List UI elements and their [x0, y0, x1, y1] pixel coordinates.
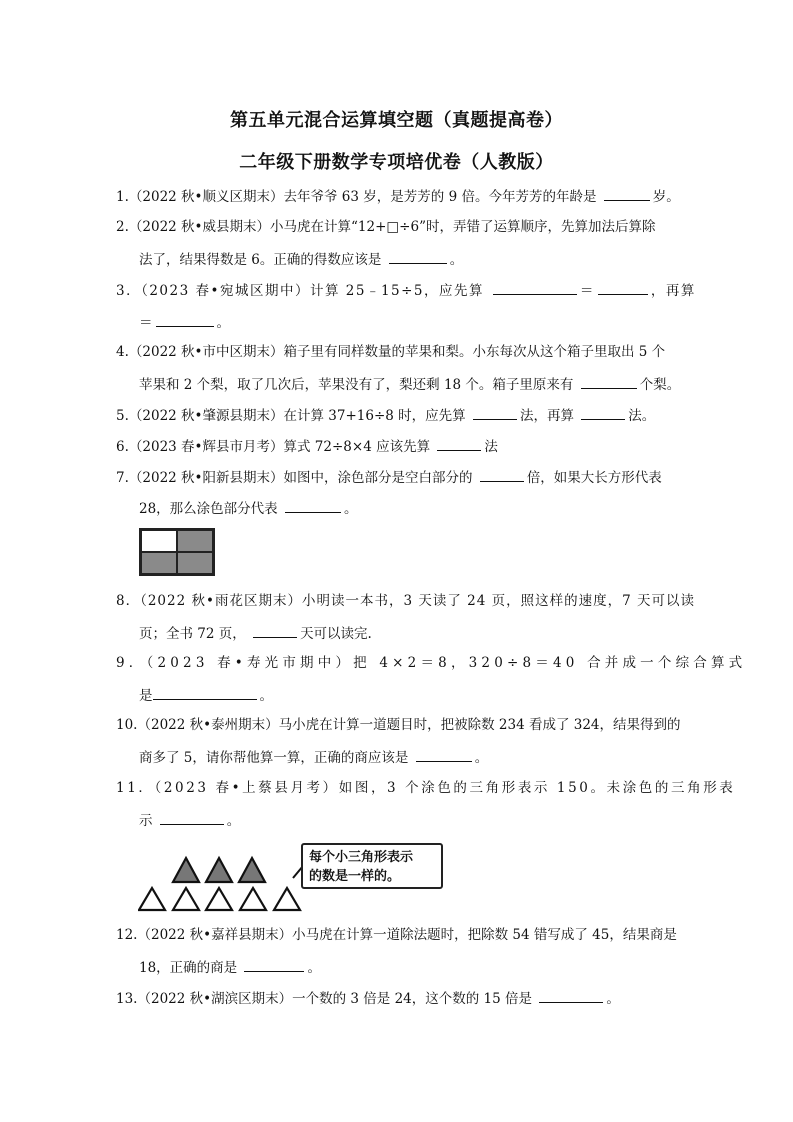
question-number: 8． [116, 593, 141, 609]
question-2: 2.（2022 秋•威县期末）小马虎在计算“12+□÷6”时，弄错了运算顺序，先算加法后算除 [116, 219, 656, 235]
question-source: （2022 秋•市中区期末） [128, 344, 284, 360]
question-8: 8．（2022 秋•雨花区期末）小明读一本书，3 天读了 24 页，照这样的速度，7 天可以读 [116, 593, 695, 609]
question-number: 1. [116, 189, 129, 205]
document-title: 第五单元混合运算填空题（真题提高卷） [230, 110, 563, 131]
question-3-cont: ＝ 。 [139, 312, 230, 332]
question-number: 11． [116, 780, 155, 796]
answer-blank[interactable] [604, 186, 650, 201]
question-2-cont: 法了，结果得数是 6。正确的得数应该是 。 [139, 249, 463, 269]
question-number: 13. [116, 991, 138, 1007]
question-number: 10. [116, 717, 138, 733]
question-source: （2023 春•寿光市期中） [146, 655, 354, 671]
rectangle-cell-shaded [177, 552, 213, 574]
question-source: （2022 秋•雨花区期末） [140, 593, 302, 609]
question-9-cont: 是 。 [139, 685, 273, 705]
question-10: 10.（2022 秋•泰州期末）马小虎在计算一道题目时，把被除数 234 看成了 324，结果得到的 [116, 717, 681, 733]
answer-blank[interactable] [389, 249, 447, 264]
question-number: 6. [116, 439, 129, 455]
question-number: 2. [116, 219, 129, 235]
answer-blank[interactable] [285, 498, 341, 513]
question-source: （2022 秋•嘉祥县期末） [137, 927, 293, 943]
answer-blank[interactable] [253, 623, 297, 638]
answer-blank[interactable] [473, 405, 517, 420]
question-number: 9． [116, 655, 147, 671]
question-source: （2023 春•宛城区期中） [141, 283, 310, 299]
question-source: （2022 秋•顺义区期末） [128, 189, 284, 205]
question-source: （2022 秋•肇源县期末） [128, 408, 284, 424]
question-6: 6.（2023 春•辉县市月考）算式 72÷8×4 应该先算 法 [116, 436, 498, 456]
question-5: 5.（2022 秋•肇源县期末）在计算 37+16÷8 时，应先算 法，再算 法。 [116, 405, 655, 425]
question-7-cont: 28，那么涂色部分代表 。 [139, 498, 357, 518]
question-8-cont: 页；全书 72 页， 天可以读完. [139, 623, 372, 643]
answer-blank[interactable] [156, 312, 214, 327]
answer-blank[interactable] [160, 810, 224, 825]
question-source: （2022 秋•泰州期末） [137, 717, 279, 733]
question-3: 3．（2023 春•宛城区期中）计算 25﹣15÷5，应先算 ＝ ，再算 [116, 280, 696, 300]
answer-blank[interactable] [153, 685, 257, 700]
question-number: 7. [116, 470, 129, 486]
document-subtitle: 二年级下册数学专项培优卷（人教版） [239, 152, 554, 173]
question-number: 12. [116, 927, 138, 943]
question-4-cont: 苹果和 2 个梨，取了几次后，苹果没有了，梨还剩 18 个。箱子里原来有 个梨。 [139, 374, 680, 394]
question-number: 3． [116, 283, 142, 299]
question-source: （2023 春•辉县市月考） [128, 439, 284, 455]
speech-bubble: 每个小三角形表示 的数是一样的。 [301, 843, 443, 889]
question-13: 13.（2022 秋•湖滨区期末）一个数的 3 倍是 24，这个数的 15 倍是 。 [116, 988, 620, 1008]
question-11: 11．（2023 春•上蔡县月考）如图，3 个涂色的三角形表示 150。未涂色的三角形表 [116, 780, 736, 796]
answer-blank[interactable] [598, 280, 648, 295]
answer-blank[interactable] [539, 988, 603, 1003]
answer-blank[interactable] [581, 374, 637, 389]
question-12-cont: 18，正确的商是 。 [139, 957, 321, 977]
question-source: （2023 春•上蔡县月考） [154, 780, 339, 796]
question-9: 9．（2023 春•寿光市期中）把 4×2＝8，320÷8＝40 合并成一个综合算式 [116, 655, 747, 671]
rectangle-figure [139, 528, 215, 576]
shaded-triangle-icon [173, 858, 265, 882]
question-number: 4. [116, 344, 129, 360]
question-7: 7.（2022 秋•阳新县期末）如图中，涂色部分是空白部分的 倍，如果大长方形代表 [116, 467, 662, 487]
answer-blank[interactable] [480, 467, 524, 482]
answer-blank[interactable] [437, 436, 481, 451]
question-4: 4.（2022 秋•市中区期末）箱子里有同样数量的苹果和梨。小东每次从这个箱子里取出 5 个 [116, 344, 666, 360]
answer-blank[interactable] [581, 405, 625, 420]
question-12: 12.（2022 秋•嘉祥县期末）小马虎在计算一道除法题时，把除数 54 错写成了 45，结果商是 [116, 927, 677, 943]
answer-blank[interactable] [244, 957, 304, 972]
rectangle-cell-shaded [177, 530, 213, 552]
rectangle-cell-blank [141, 530, 177, 552]
question-source: （2022 秋•湖滨区期末） [137, 991, 293, 1007]
question-number: 5. [116, 408, 129, 424]
rectangle-cell-shaded [141, 552, 177, 574]
question-10-cont: 商多了 5，请你帮他算一算，正确的商应该是 。 [139, 747, 488, 767]
unshaded-triangle-icon [139, 888, 300, 910]
question-source: （2022 秋•威县期末） [128, 219, 271, 235]
question-source: （2022 秋•阳新县期末） [128, 470, 284, 486]
answer-blank[interactable] [493, 280, 577, 295]
answer-blank[interactable] [416, 747, 472, 762]
question-11-cont: 示 。 [139, 810, 240, 830]
question-1: 1.（2022 秋•顺义区期末）去年爷爷 63 岁，是芳芳的 9 倍。今年芳芳的年龄是 岁。 [116, 186, 680, 206]
